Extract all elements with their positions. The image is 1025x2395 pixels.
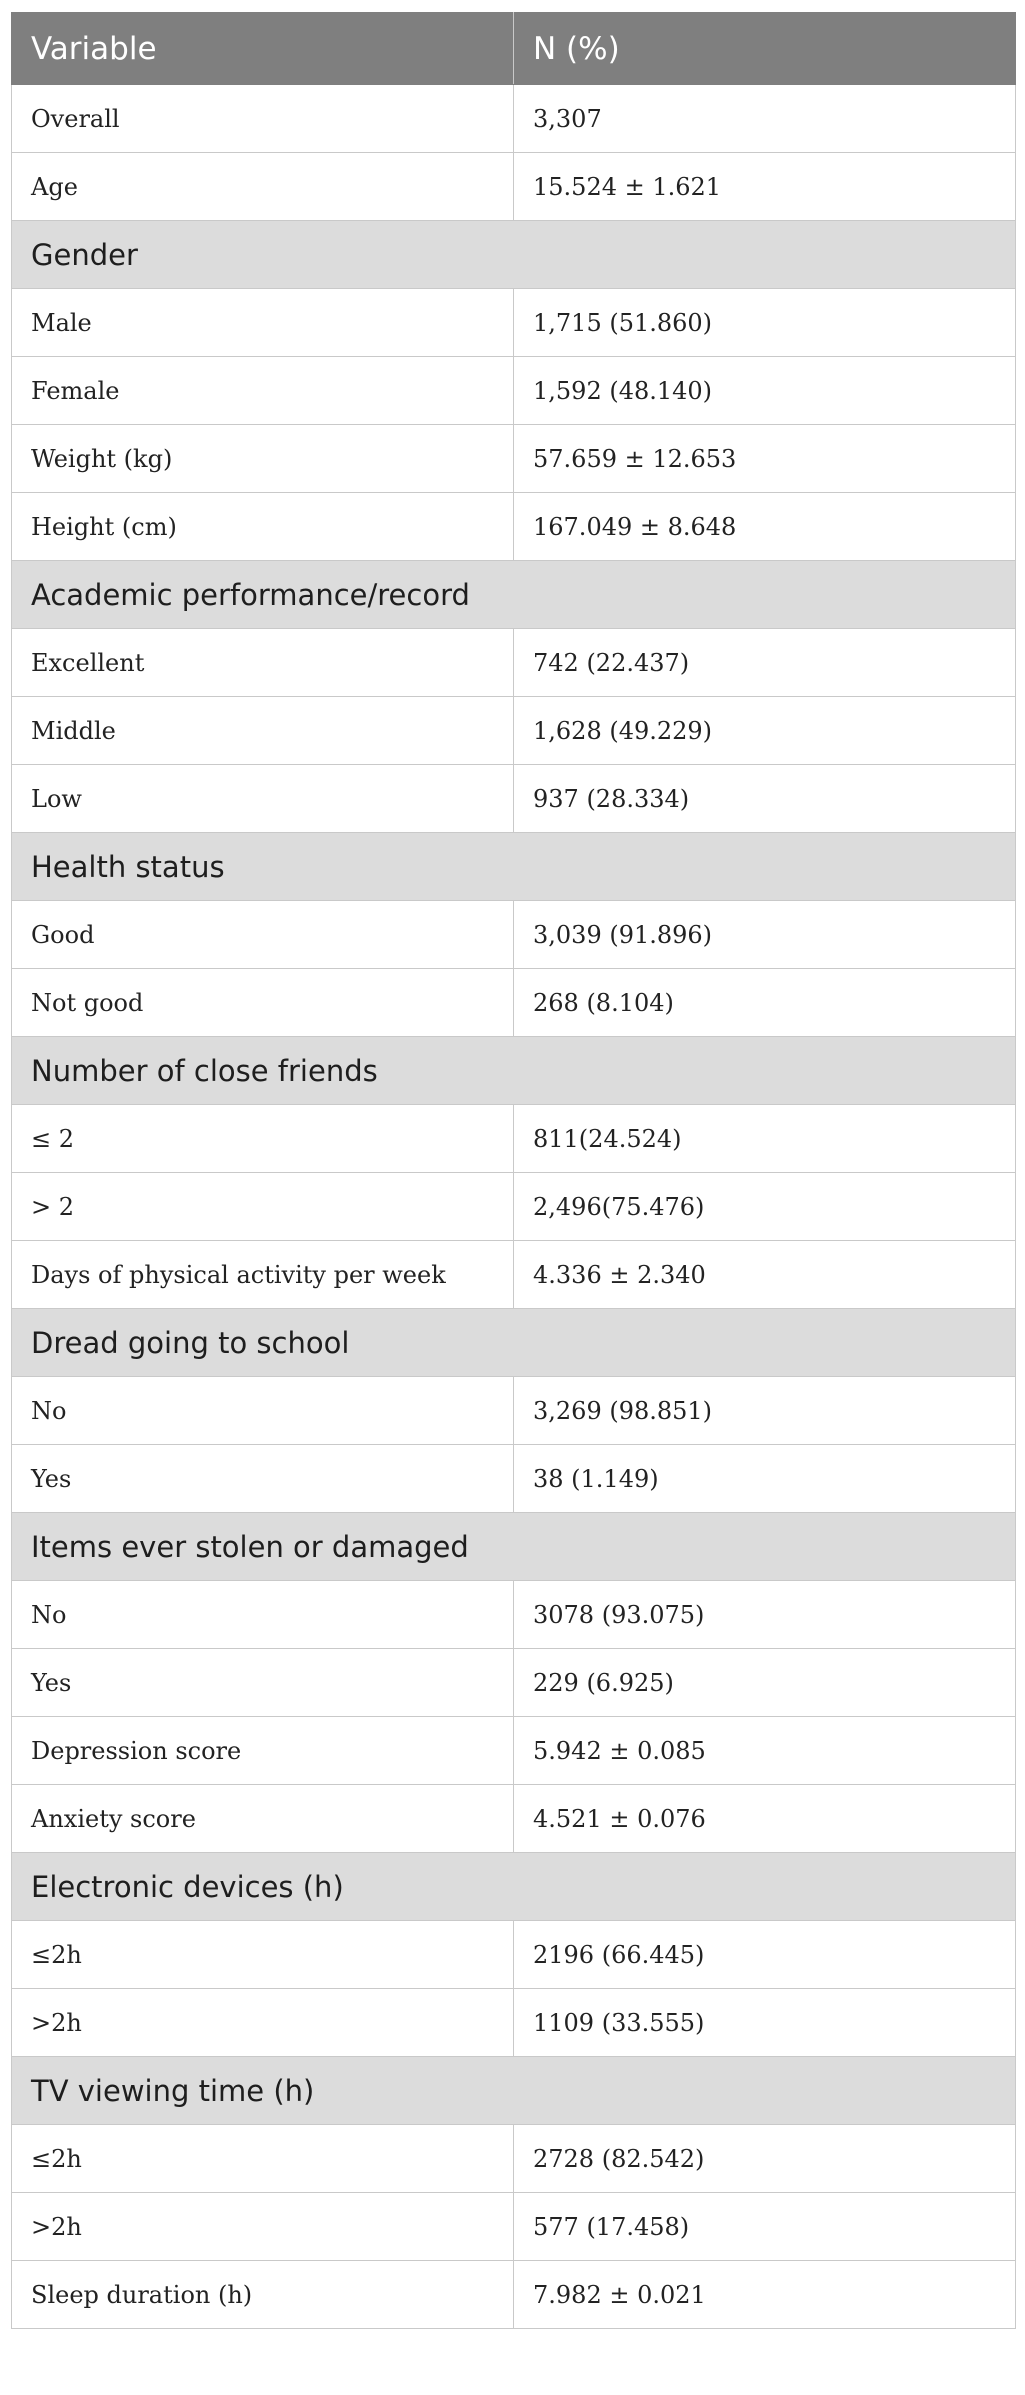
- section-label: Dread going to school: [12, 1309, 1016, 1377]
- variable-cell: > 2: [12, 1173, 514, 1241]
- table-row: [12, 969, 1016, 1037]
- table-row: [12, 289, 1016, 357]
- table-row: [12, 153, 1016, 221]
- section-header-row: [12, 221, 1016, 289]
- value-cell: 57.659 ± 12.653: [514, 425, 1016, 493]
- value-cell: 2196 (66.445): [514, 1921, 1016, 1989]
- value-cell: 3,269 (98.851): [514, 1377, 1016, 1445]
- value-cell: 229 (6.925): [514, 1649, 1016, 1717]
- table-row: [12, 1581, 1016, 1649]
- variable-cell: Anxiety score: [12, 1785, 514, 1853]
- variable-cell: Not good: [12, 969, 514, 1037]
- value-cell: 1,715 (51.860): [514, 289, 1016, 357]
- value-cell: 7.982 ± 0.021: [514, 2261, 1016, 2329]
- value-cell: 1,628 (49.229): [514, 697, 1016, 765]
- section-header-row: [12, 1513, 1016, 1581]
- value-cell: 1,592 (48.140): [514, 357, 1016, 425]
- variable-cell: ≤2h: [12, 1921, 514, 1989]
- variable-cell: >2h: [12, 1989, 514, 2057]
- value-cell: 577 (17.458): [514, 2193, 1016, 2261]
- value-cell: 167.049 ± 8.648: [514, 493, 1016, 561]
- section-header-row: [12, 833, 1016, 901]
- variable-cell: Height (cm): [12, 493, 514, 561]
- variable-cell: No: [12, 1581, 514, 1649]
- section-label: Electronic devices (h): [12, 1853, 1016, 1921]
- variable-cell: Weight (kg): [12, 425, 514, 493]
- table-header-row: [12, 13, 1016, 85]
- table-row: [12, 1241, 1016, 1309]
- table-body: [12, 85, 1016, 2329]
- variable-cell: Excellent: [12, 629, 514, 697]
- variable-cell: Male: [12, 289, 514, 357]
- section-label: Number of close friends: [12, 1037, 1016, 1105]
- value-cell: 5.942 ± 0.085: [514, 1717, 1016, 1785]
- variable-cell: Middle: [12, 697, 514, 765]
- variable-cell: Age: [12, 153, 514, 221]
- table-row: [12, 425, 1016, 493]
- table-row: [12, 2193, 1016, 2261]
- variable-cell: >2h: [12, 2193, 514, 2261]
- value-cell: 2,496(75.476): [514, 1173, 1016, 1241]
- table-row: [12, 1989, 1016, 2057]
- variable-cell: ≤2h: [12, 2125, 514, 2193]
- variable-cell: ≤ 2: [12, 1105, 514, 1173]
- value-cell: 3,039 (91.896): [514, 901, 1016, 969]
- variable-cell: No: [12, 1377, 514, 1445]
- variable-cell: Depression score: [12, 1717, 514, 1785]
- table-row: [12, 1785, 1016, 1853]
- value-cell: 38 (1.149): [514, 1445, 1016, 1513]
- section-label: Gender: [12, 221, 1016, 289]
- table-row: [12, 2125, 1016, 2193]
- variable-cell: Female: [12, 357, 514, 425]
- table-row: [12, 2261, 1016, 2329]
- table-row: [12, 1649, 1016, 1717]
- table-row: [12, 493, 1016, 561]
- value-cell: 15.524 ± 1.621: [514, 153, 1016, 221]
- section-header-row: [12, 1309, 1016, 1377]
- variable-cell: Good: [12, 901, 514, 969]
- table-row: [12, 697, 1016, 765]
- table-row: [12, 1921, 1016, 1989]
- table-row: [12, 1377, 1016, 1445]
- variable-cell: Overall: [12, 85, 514, 153]
- value-cell: 3078 (93.075): [514, 1581, 1016, 1649]
- demographics-table: [11, 12, 1016, 2329]
- section-header-row: [12, 1853, 1016, 1921]
- table-row: [12, 1105, 1016, 1173]
- table-row: [12, 357, 1016, 425]
- section-header-row: [12, 1037, 1016, 1105]
- section-label: Items ever stolen or damaged: [12, 1513, 1016, 1581]
- section-label: TV viewing time (h): [12, 2057, 1016, 2125]
- variable-cell: Yes: [12, 1445, 514, 1513]
- table-row: [12, 85, 1016, 153]
- table-row: [12, 765, 1016, 833]
- table-row: [12, 1173, 1016, 1241]
- table-row: [12, 1717, 1016, 1785]
- header-variable: Variable: [12, 13, 514, 85]
- value-cell: 4.336 ± 2.340: [514, 1241, 1016, 1309]
- section-label: Academic performance/record: [12, 561, 1016, 629]
- section-header-row: [12, 2057, 1016, 2125]
- section-header-row: [12, 561, 1016, 629]
- variable-cell: Yes: [12, 1649, 514, 1717]
- table-row: [12, 901, 1016, 969]
- variable-cell: Days of physical activity per week: [12, 1241, 514, 1309]
- value-cell: 742 (22.437): [514, 629, 1016, 697]
- value-cell: 937 (28.334): [514, 765, 1016, 833]
- value-cell: 811(24.524): [514, 1105, 1016, 1173]
- value-cell: 268 (8.104): [514, 969, 1016, 1037]
- value-cell: 4.521 ± 0.076: [514, 1785, 1016, 1853]
- value-cell: 1109 (33.555): [514, 1989, 1016, 2057]
- variable-cell: Sleep duration (h): [12, 2261, 514, 2329]
- header-n-percent: N (%): [514, 13, 1016, 85]
- section-label: Health status: [12, 833, 1016, 901]
- value-cell: 3,307: [514, 85, 1016, 153]
- table-row: [12, 629, 1016, 697]
- variable-cell: Low: [12, 765, 514, 833]
- table-row: [12, 1445, 1016, 1513]
- value-cell: 2728 (82.542): [514, 2125, 1016, 2193]
